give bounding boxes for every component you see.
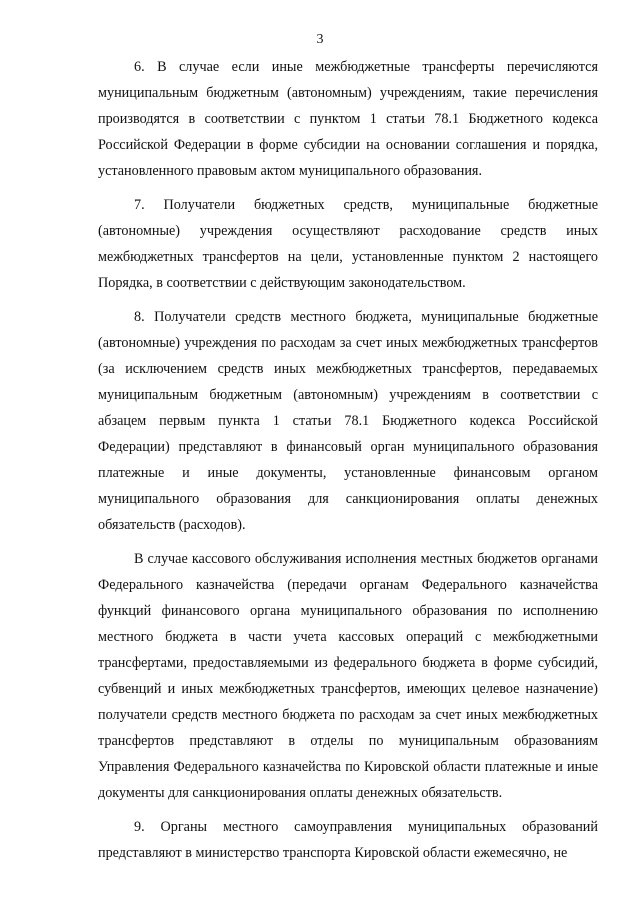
paragraph-6: 6. В случае если иные межбюджетные трансферты перечисляются муниципальным бюджетным (автономным) учреждениям, такие перечисления производятся в соответствии с пунктом 1 статьи 78.1 Бюджетного кодекса Российской Федерации в форме субсидии на основании соглашения и порядка, установленного правовым актом муниципального образования. — [98, 59, 598, 179]
document-body — [98, 54, 598, 874]
paragraph-8-continuation: В случае кассового обслуживания исполнения местных бюджетов органами Федерального казначейства (передачи органам Федерального казначейства функций финансового органа муниципального образования по исполнению местного бюджета в части учета кассовых операций с межбюджетными трансфертами, предоставляемыми из федерального бюджета в форме субсидий, субвенций и иных межбюджетных трансфертов, имеющих целевое назначение) получатели средств местного бюджета по расходам за счет иных межбюджетных трансфертов представляют в отделы по муниципальным образованиям Управления Федерального казначейства по Кировской области платежные и иные документы для санкционирования оплаты денежных обязательств. — [98, 551, 598, 801]
paragraph-7: 7. Получатели бюджетных средств, муниципальные бюджетные (автономные) учреждения осуществляют расходование средств иных межбюджетных трансфертов на цели, установленные пунктом 2 настоящего Порядка, в соответствии с действующим законодательством. — [98, 197, 598, 291]
page-number: 3 — [316, 32, 324, 47]
paragraph-9: 9. Органы местного самоуправления муниципальных образований представляют в министерство транспорта Кировской области ежемесячно, не — [98, 819, 598, 861]
paragraph-8: 8. Получатели средств местного бюджета, муниципальные бюджетные (автономные) учреждения по расходам за счет иных межбюджетных трансфертов (за исключением средств иных межбюджетных трансфертов, передаваемых муниципальным бюджетным (автономным) учреждениям в соответствии с абзацем первым пункта 1 статьи 78.1 Бюджетного кодекса Российской Федерации) представляют в финансовый орган муниципального образования платежные и иные документы, установленные финансовым органом муниципального образования для санкционирования оплаты денежных обязательств (расходов). — [98, 309, 598, 533]
